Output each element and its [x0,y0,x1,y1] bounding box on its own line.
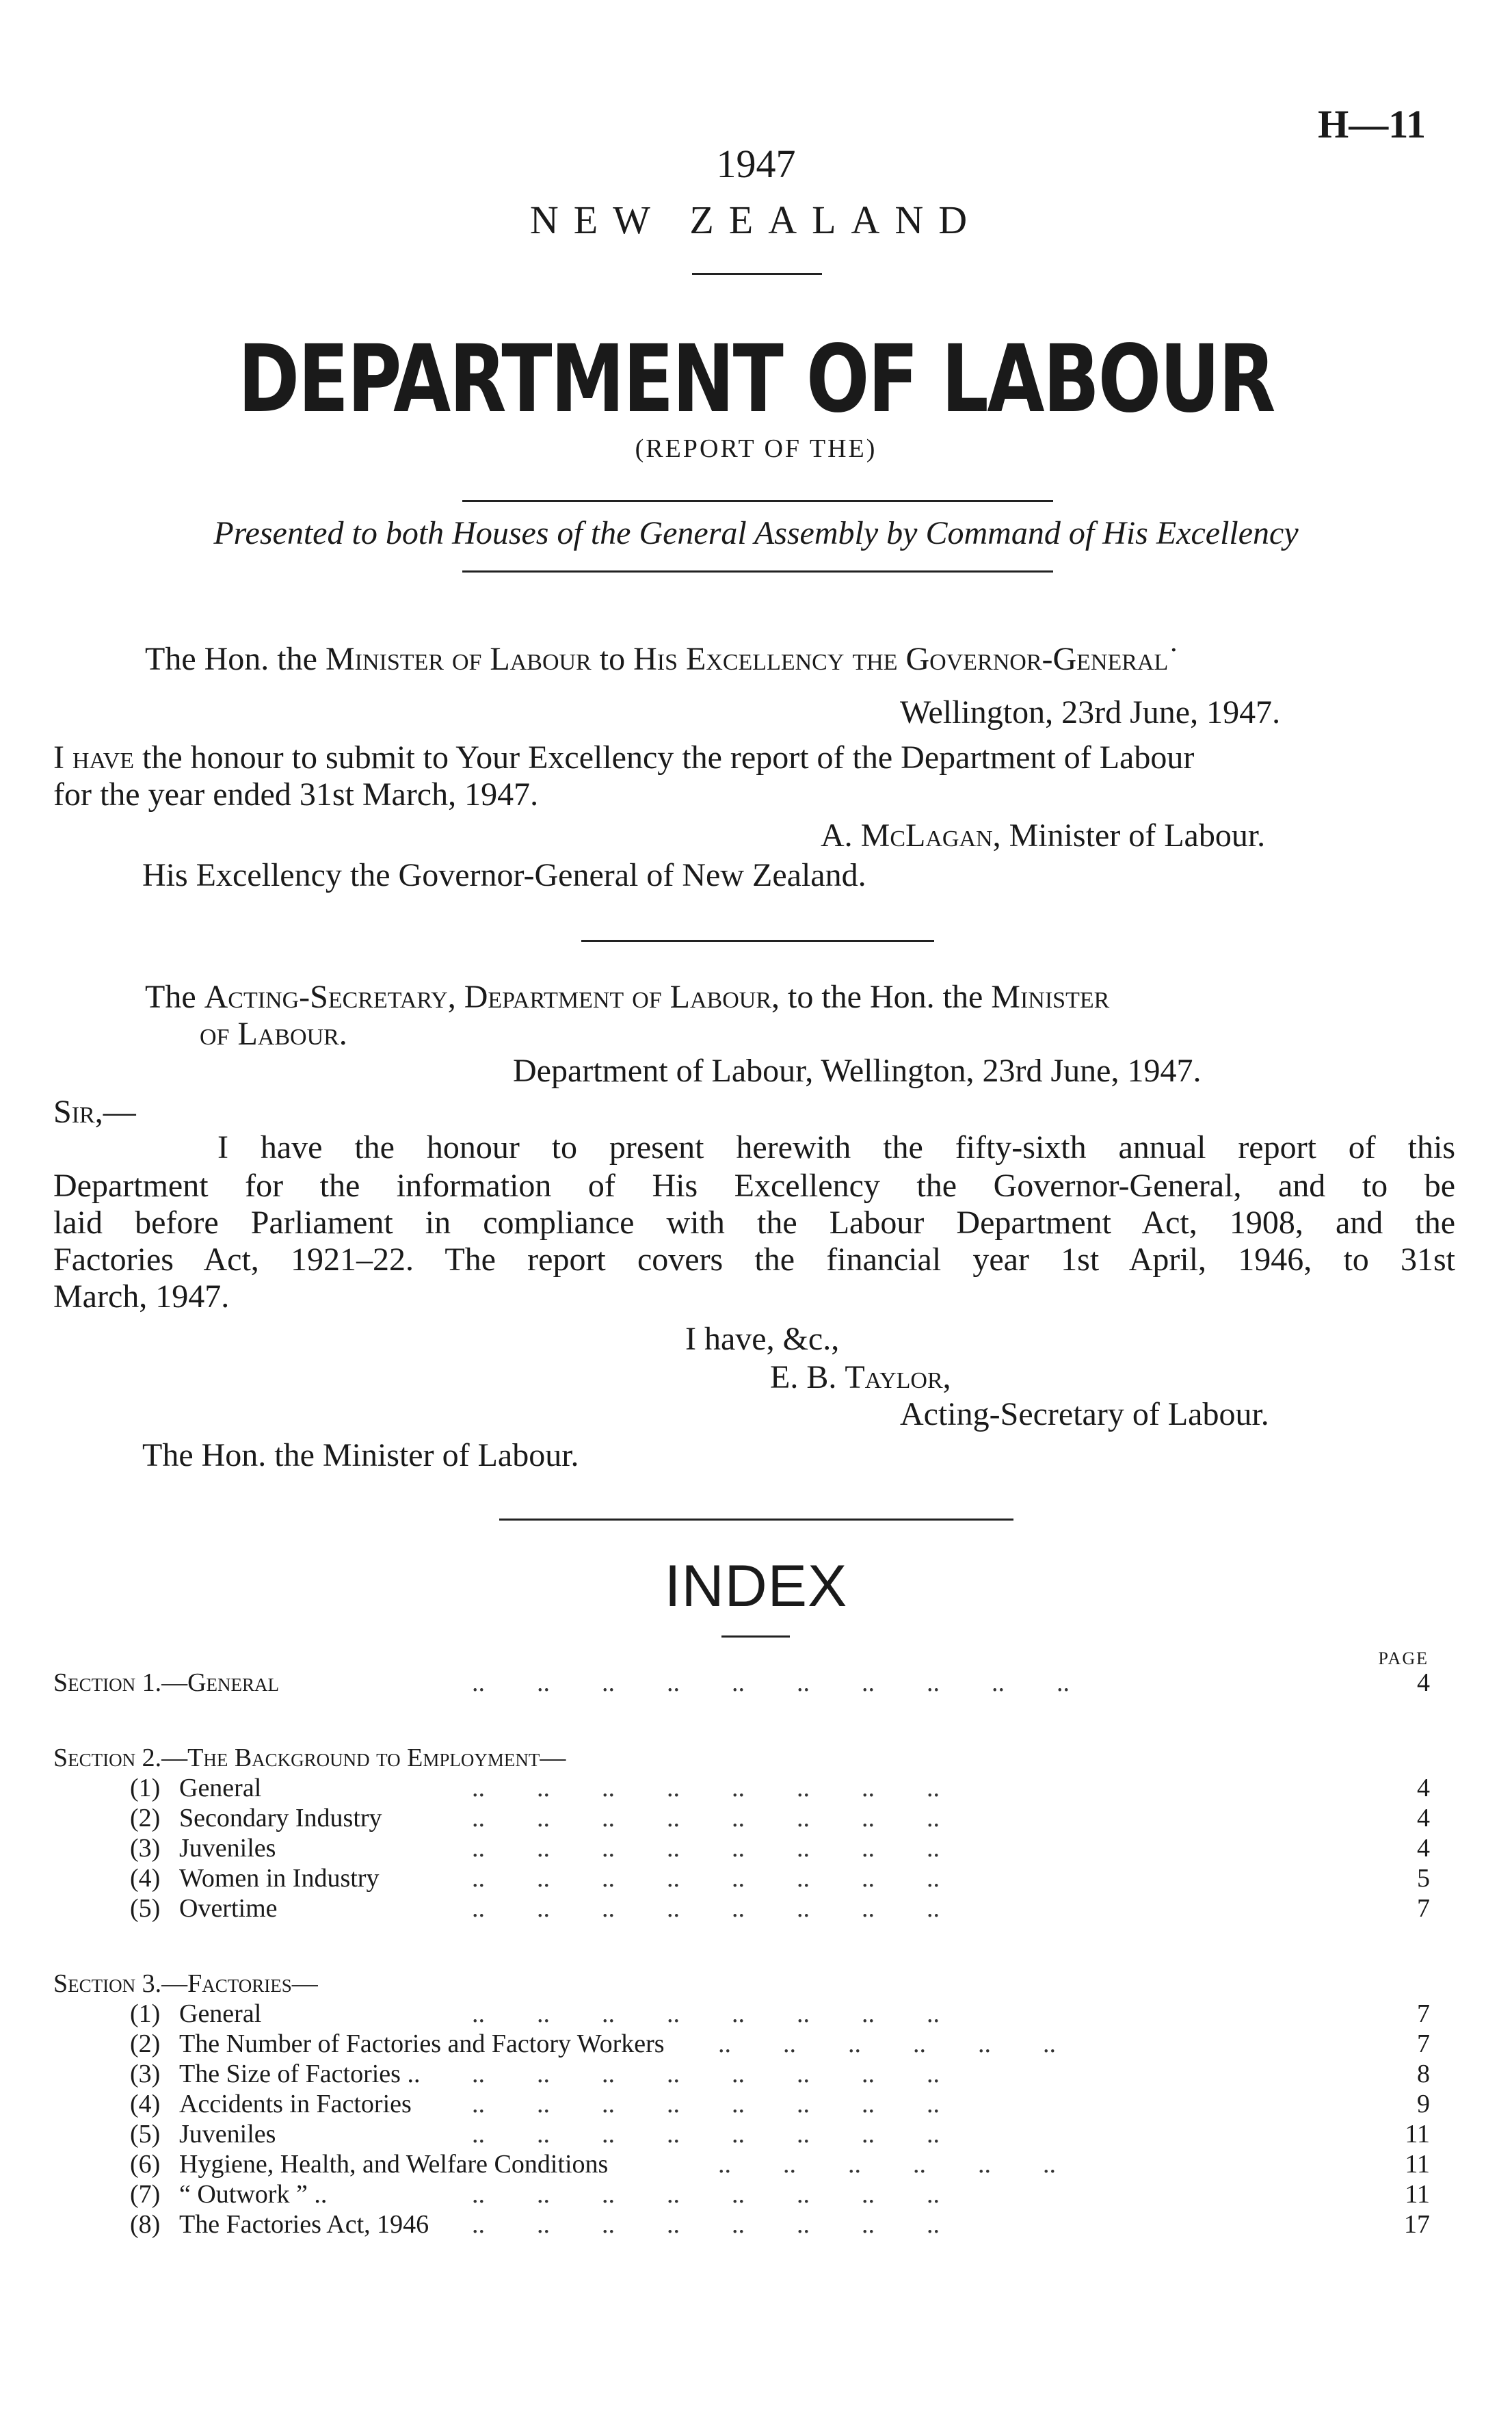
index-entry-label: “ Outwork ” .. [179,2180,328,2209]
letter1-address-end: ˙ [1168,641,1180,677]
index-section-heading: Section 3.—Factories— [53,1969,318,1998]
letter1-body-line1 [53,739,1194,776]
index-page-number: 9 [1417,2090,1430,2118]
index-page-number: 5 [1417,1864,1430,1893]
index-entry-number: (4) [130,1864,161,1893]
letter2-address-secretary: Acting-Secretary, Department of Labour, [204,979,780,1015]
index-leader-dots: .. .. .. .. .. .. .. .. [472,1804,940,1832]
letter2-body-line: Department for the information of His Excellency the Governor-General, and to be [53,1168,1455,1204]
index-page-number: 8 [1417,2060,1430,2088]
letter2-place-date: Department of Labour, Wellington, 23rd June, 1947. [513,1053,1202,1089]
letter1-body-cap: I have [53,739,135,776]
country-heading: NEW ZEALAND [529,198,983,242]
letter1-signature-pre: A. [821,817,861,854]
index-title: INDEX [664,1553,848,1619]
index-entry-number: (6) [130,2150,161,2179]
letter1-signature [821,817,1265,854]
index-page-number: 7 [1417,2029,1430,2058]
letter2-address-pre: The [145,979,204,1015]
divider [462,500,1053,502]
index-page-number: 11 [1405,2120,1430,2148]
divider [462,570,1053,573]
letter1-address-minister: Minister of Labour [325,641,592,677]
report-year: 1947 [716,142,796,186]
index-page-number: 11 [1405,2150,1430,2179]
index-leader-dots: .. .. .. .. .. .. .. .. [472,1774,940,1802]
index-page-number: 7 [1417,1999,1430,2028]
index-entry-number: (5) [130,2120,161,2148]
index-leader-dots: .. .. .. .. .. .. .. .. [472,1999,940,2028]
letter2-signature [770,1358,951,1396]
index-leader-dots: .. .. .. .. .. .. .. .. [472,1864,940,1893]
index-entry-number: (2) [130,1804,161,1832]
index-entry-number: (3) [130,2060,161,2088]
index-section-heading: Section 2.—The Background to Employment— [53,1744,566,1772]
index-page-number: 17 [1404,2210,1430,2239]
letter2-signature-title: Acting-Secretary of Labour. [900,1396,1269,1432]
index-leader-dots: .. .. .. .. .. .. .. .. .. .. [472,1668,1070,1697]
letter2-signature-pre: E. B. [770,1359,845,1395]
index-entry-number: (5) [130,1894,161,1923]
letter2-body-line: March, 1947. [53,1278,230,1315]
index-page-number: 4 [1417,1834,1430,1863]
letter2-body-line: laid before Parliament in compliance with the Labour Department Act, 1908, and the [53,1205,1455,1241]
letter1-body-text: the honour to submit to Your Excellency the report of the Department of Labour [134,739,1195,776]
index-page-header: PAGE [1378,1648,1429,1668]
index-leader-dots: .. .. .. .. .. .. .. .. [472,2090,940,2118]
index-entry-label: Women in Industry [179,1864,380,1893]
index-entry-label: Hygiene, Health, and Welfare Conditions [179,2150,609,2179]
divider [581,940,934,942]
letter1-addressee: His Excellency the Governor-General of New Zealand. [142,857,866,893]
index-leader-dots: .. .. .. .. .. .. .. .. [472,2060,940,2088]
divider [721,1635,790,1638]
letter2-body-line: I have the honour to present herewith the fifty-sixth annual report of this [217,1129,1455,1166]
index-page-number: 11 [1405,2180,1430,2209]
letter1-signature-name: McLagan [860,817,993,854]
letter1-address [145,640,1179,678]
index-page-number: 4 [1417,1668,1430,1697]
index-entry-number: (1) [130,1999,161,2028]
letter1-address-pre: The Hon. the [145,641,326,677]
document-subtitle: (REPORT OF THE) [635,434,877,463]
letter1-body-line2: for the year ended 31st March, 1947. [53,776,539,813]
index-leader-dots: .. .. .. .. .. .. [718,2029,1056,2058]
letter2-address-mid: to the Hon. the [780,979,992,1015]
letter1-signature-post: , Minister of Labour. [992,817,1266,854]
index-entry-label: The Number of Factories and Factory Workers [179,2029,665,2058]
index-entry-number: (7) [130,2180,161,2209]
letter2-signature-name: Taylor, [845,1359,951,1395]
presentation-line: Presented to both Houses of the General Assembly by Command of His Excellency [213,515,1299,551]
index-entry-label: Overtime [179,1894,278,1923]
letter2-address-line2: of Labour. [200,1016,347,1052]
document-title: DEPARTMENT OF LABOUR [237,326,1275,434]
index-leader-dots: .. .. .. .. .. .. .. .. [472,2180,940,2209]
index-entry-label: General [179,1774,262,1802]
letter2-address-line1 [145,978,1109,1016]
index-page-number: 4 [1417,1804,1430,1832]
letter1-address-mid: to [591,641,634,677]
index-entry-number: (2) [130,2029,161,2058]
divider [499,1519,1013,1521]
index-entry-number: (1) [130,1774,161,1802]
index-leader-dots: .. .. .. .. .. .. .. .. [472,2120,940,2148]
index-entry-label: The Factories Act, 1946 [179,2210,429,2239]
letter2-body-line: Factories Act, 1921–22. The report covers the financial year 1st April, 1946, to 31st [53,1241,1455,1278]
index-page-number: 7 [1417,1894,1430,1923]
index-entry-label: General [179,1999,262,2028]
index-entry-label: Juveniles [179,1834,276,1863]
index-entry-label: Accidents in Factories [179,2090,412,2118]
index-entry-label: The Size of Factories .. [179,2060,421,2088]
divider [692,273,822,275]
index-entry-number: (4) [130,2090,161,2118]
index-leader-dots: .. .. .. .. .. .. [718,2150,1056,2179]
index-page-number: 4 [1417,1774,1430,1802]
index-leader-dots: .. .. .. .. .. .. .. .. [472,2210,940,2239]
index-section-heading: Section 1.—General [53,1668,280,1697]
letter2-address-minister: Minister [991,979,1110,1015]
letter2-closing: I have, &c., [685,1321,840,1357]
index-entry-number: (3) [130,1834,161,1863]
index-leader-dots: .. .. .. .. .. .. .. .. [472,1894,940,1923]
letter1-address-gg: His Excellency the Governor-General [633,641,1169,677]
index-entry-label: Secondary Industry [179,1804,382,1832]
page-reference: H—11 [1318,102,1426,146]
letter2-salutation: Sir,— [53,1094,136,1130]
index-entry-number: (8) [130,2210,161,2239]
index-entry-label: Juveniles [179,2120,276,2148]
index-leader-dots: .. .. .. .. .. .. .. .. [472,1834,940,1863]
letter2-addressee: The Hon. the Minister of Labour. [142,1437,579,1473]
letter1-place-date: Wellington, 23rd June, 1947. [900,694,1281,731]
